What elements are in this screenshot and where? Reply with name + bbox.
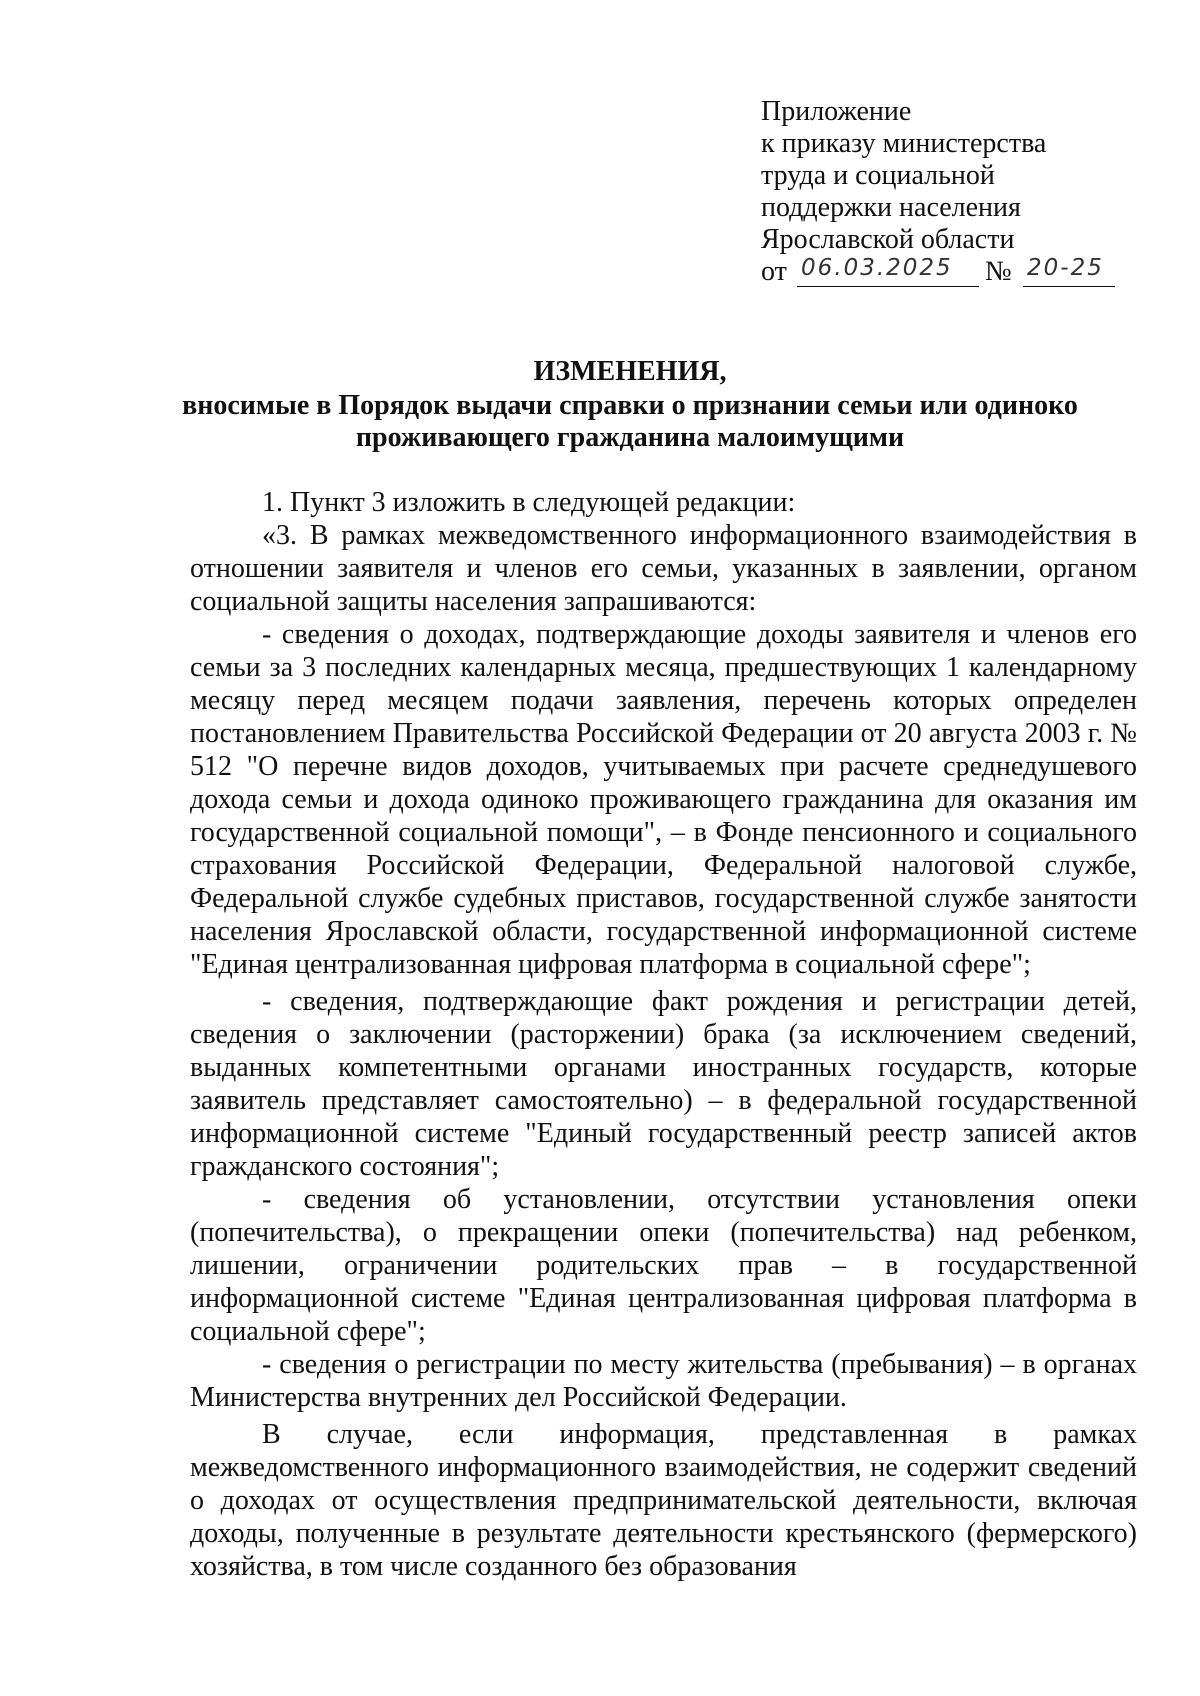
approval-line: труда и социальной: [761, 160, 995, 191]
title-main: ИЗМЕНЕНИЯ,: [533, 356, 727, 387]
approval-line: к приказу министерства: [761, 128, 1047, 159]
approval-line: Приложение: [761, 96, 912, 127]
date-field: [797, 256, 979, 287]
paragraph-guardianship: - сведения об установлении, отсутствии установления опеки (попечительства), о прекращении опеки (попечительства) над ребенком, лишении, ограничении родительских прав – в государственной информационной системе "Единая централизованная цифровая платформа в социальной сфере";: [190, 1184, 1137, 1347]
number-field: [1023, 256, 1115, 287]
paragraph-item-1: 1. Пункт 3 изложить в следующей редакции:: [262, 487, 796, 518]
approval-block: [761, 96, 1141, 288]
paragraph-point-3: «3. В рамках межведомственного информационного взаимодействия в отношении заявителя и членов его семьи, указанных в заявлении, органом социальной защиты населения запрашиваются:: [190, 520, 1137, 617]
document-title: [160, 356, 1100, 454]
handwritten-date: 06.03.2025: [801, 255, 953, 281]
approval-line: Ярославской области: [761, 224, 1015, 255]
paragraph-income-info: - сведения о доходах, подтверждающие доходы заявителя и членов его семьи за 3 последних календарных месяца, предшествующих 1 календарному месяцу перед месяцем подачи заявления, перечень которых определен постановлением Правительства Российской Федерации от 20 августа 2003 г. № 512 "О перечне видов доходов, учитываемых при расчете среднедушевого дохода семьи и дохода одиноко проживающего гражданина для оказания им государственной социальной помощи", – в Фонде пенсионного и социального страхования Российской Федерации, Федеральной налоговой службе, Федеральной службе судебных приставов, государственной службе занятости населения Ярославской области, государственной информационной системе "Единая централизованная цифровая платформа в социальной сфере";: [190, 619, 1137, 980]
paragraph-business-income: В случае, если информация, представленная в рамках межведомственного информационного взаимодействия, не содержит сведений о доходах от осуществления предпринимательской деятельности, включая доходы, полученные в результате деятельности крестьянского (фермерского) хозяйства, в том числе созданного без образования: [190, 1419, 1137, 1582]
title-subtitle: вносимые в Порядок выдачи справки о признании семьи или одиноко проживающего гражданина малоимущими: [182, 390, 1078, 453]
order-date-line: [761, 256, 1141, 288]
date-prefix: от: [761, 256, 787, 287]
document-body: [190, 486, 1137, 1583]
paragraph-birth-marriage: - сведения, подтверждающие факт рождения и регистрации детей, сведения о заключении (расторжении) брака (за исключением сведений, выданных компетентными органами иностранных государств, которые заявитель представляет самостоятельно) – в федеральной государственной информационной системе "Единый государственный реестр записей актов гражданского состояния";: [190, 986, 1137, 1182]
paragraph-registration: - сведения о регистрации по месту жительства (пребывания) – в органах Министерства внутренних дел Российской Федерации.: [190, 1349, 1137, 1413]
handwritten-number: 20-25: [1027, 255, 1104, 281]
number-label: №: [985, 256, 1012, 287]
approval-line: поддержки населения: [761, 192, 1021, 223]
